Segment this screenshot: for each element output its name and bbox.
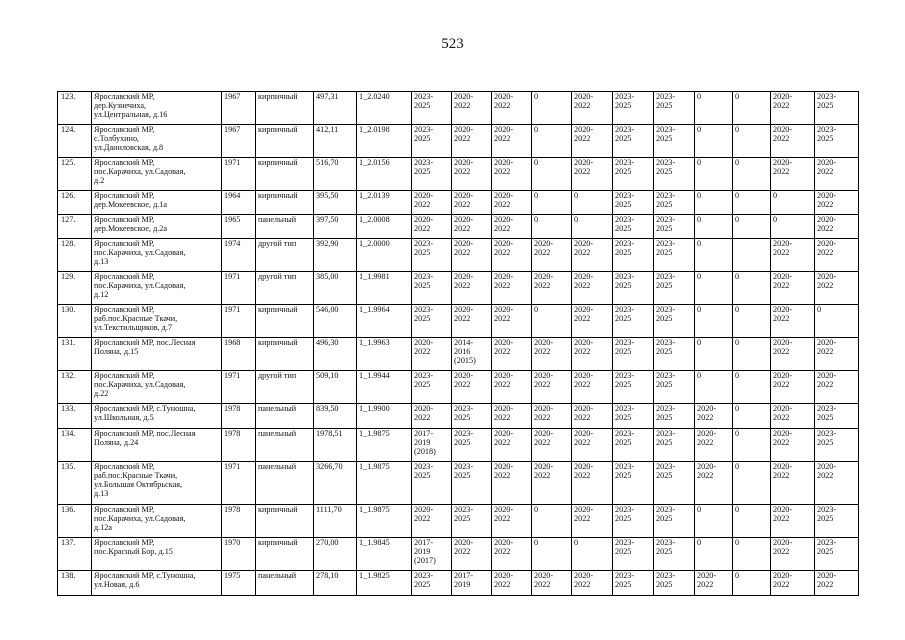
repair-period-cell: 2020- 2022 <box>771 305 815 338</box>
area-cell: 496,30 <box>314 338 357 371</box>
address-cell: Ярославский МР, дер.Кузнечиха, ул.Центральная, д.16 <box>92 92 222 125</box>
table-row <box>58 272 859 305</box>
repair-period-cell: 0 <box>733 191 771 215</box>
repair-period-cell: 2020- 2022 <box>492 92 532 125</box>
repair-period-cell: 2023- 2025 <box>412 462 452 505</box>
repair-period-cell: 0 <box>572 215 613 239</box>
row-number-cell: 131. <box>58 338 92 371</box>
table-row <box>58 404 859 429</box>
year-built-cell: 1971 <box>222 158 256 191</box>
repair-period-cell: 2023- 2025 <box>654 505 695 538</box>
repair-period-cell: 2020- 2022 <box>492 158 532 191</box>
repair-period-cell: 0 <box>532 158 572 191</box>
repair-period-cell: 2023- 2025 <box>613 371 654 404</box>
area-cell: 412,11 <box>314 125 357 158</box>
repair-period-cell: 2020- 2022 <box>572 462 613 505</box>
repair-period-cell: 0 <box>771 215 815 239</box>
row-number-cell: 135. <box>58 462 92 505</box>
repair-period-cell: 2023- 2025 <box>613 215 654 239</box>
repair-period-cell: 0 <box>572 191 613 215</box>
year-built-cell: 1971 <box>222 462 256 505</box>
priority-index-cell: 1_1.9875 <box>357 429 412 462</box>
repair-period-cell: 2020- 2022 <box>815 571 859 596</box>
repair-period-cell: 2020- 2022 <box>771 404 815 429</box>
row-number-cell: 123. <box>58 92 92 125</box>
repair-period-cell: 0 <box>532 92 572 125</box>
priority-index-cell: 1_2.0198 <box>357 125 412 158</box>
repair-period-cell: 2020- 2022 <box>452 92 492 125</box>
year-built-cell: 1978 <box>222 505 256 538</box>
repair-period-cell: 0 <box>733 305 771 338</box>
table-row <box>58 125 859 158</box>
repair-period-cell: 2020- 2022 <box>412 505 452 538</box>
repair-period-cell: 2020- 2022 <box>572 92 613 125</box>
table-row <box>58 158 859 191</box>
repair-period-cell: 0 <box>733 92 771 125</box>
row-number-cell: 130. <box>58 305 92 338</box>
year-built-cell: 1978 <box>222 429 256 462</box>
repair-period-cell: 2020- 2022 <box>492 571 532 596</box>
row-number-cell: 134. <box>58 429 92 462</box>
repair-period-cell: 2023- 2025 <box>412 239 452 272</box>
priority-index-cell: 1_1.9944 <box>357 371 412 404</box>
address-cell: Ярославский МР, пос.Карачиха, ул.Садовая, д.12а <box>92 505 222 538</box>
row-number-cell: 127. <box>58 215 92 239</box>
repair-period-cell: 2023- 2025 <box>815 92 859 125</box>
repair-period-cell: 2023- 2025 <box>654 92 695 125</box>
priority-index-cell: 1_2.0139 <box>357 191 412 215</box>
repair-period-cell: 2023- 2025 <box>654 125 695 158</box>
repair-period-cell: 2020- 2022 <box>532 571 572 596</box>
address-cell: Ярославский МР, пос.Карачиха, ул.Садовая, д.12 <box>92 272 222 305</box>
year-built-cell: 1978 <box>222 404 256 429</box>
priority-index-cell: 1_1.9981 <box>357 272 412 305</box>
table-row <box>58 538 859 571</box>
address-cell: Ярославский МР, с.Толбухино, ул.Даниловская, д.8 <box>92 125 222 158</box>
repair-period-cell: 2020- 2022 <box>771 158 815 191</box>
repair-period-cell: 2023- 2025 <box>613 92 654 125</box>
address-cell: Ярославский МР, пос.Красный Бор, д.15 <box>92 538 222 571</box>
repair-period-cell: 2023- 2025 <box>815 429 859 462</box>
area-cell: 397,50 <box>314 215 357 239</box>
row-number-cell: 124. <box>58 125 92 158</box>
repair-period-cell: 2020- 2022 <box>492 404 532 429</box>
repair-period-cell: 2023- 2025 <box>613 125 654 158</box>
repair-period-cell: 0 <box>532 215 572 239</box>
priority-index-cell: 1_1.9875 <box>357 505 412 538</box>
table-row <box>58 429 859 462</box>
repair-period-cell: 2020- 2022 <box>412 338 452 371</box>
priority-index-cell: 1_1.9964 <box>357 305 412 338</box>
repair-period-cell: 2017- 2019 <box>452 571 492 596</box>
year-built-cell: 1971 <box>222 272 256 305</box>
address-cell: Ярославский МР, раб.пос.Красные Ткачи, ул.Текстильщиков, д.7 <box>92 305 222 338</box>
area-cell: 509,10 <box>314 371 357 404</box>
repair-period-cell: 2020- 2022 <box>815 191 859 215</box>
repair-period-cell: 2023- 2025 <box>654 272 695 305</box>
repair-period-cell: 2020- 2022 <box>492 215 532 239</box>
repair-period-cell: 2023- 2025 <box>654 371 695 404</box>
repair-period-cell: 2023- 2025 <box>613 191 654 215</box>
repair-period-cell: 0 <box>771 191 815 215</box>
repair-period-cell: 2020- 2022 <box>572 571 613 596</box>
wall-material-cell: кирпичный <box>256 505 314 538</box>
repair-period-cell: 0 <box>733 429 771 462</box>
wall-material-cell: другой тип <box>256 239 314 272</box>
repair-period-cell: 2023- 2025 <box>412 272 452 305</box>
repair-period-cell: 2020- 2022 <box>771 338 815 371</box>
repair-period-cell: 2023- 2025 <box>654 215 695 239</box>
repair-period-cell: 2020- 2022 <box>815 462 859 505</box>
repair-period-cell: 2020- 2022 <box>771 571 815 596</box>
repair-period-cell: 0 <box>733 571 771 596</box>
repair-period-cell: 2023- 2025 <box>412 571 452 596</box>
table-row <box>58 505 859 538</box>
repair-period-cell: 2017- 2019 (2018) <box>412 429 452 462</box>
repair-period-cell: 0 <box>695 272 733 305</box>
repair-period-cell: 2023- 2025 <box>654 338 695 371</box>
repair-period-cell: 2020- 2022 <box>452 158 492 191</box>
repair-period-cell: 2020- 2022 <box>815 215 859 239</box>
year-built-cell: 1970 <box>222 538 256 571</box>
area-cell: 385,00 <box>314 272 357 305</box>
repair-period-cell: 0 <box>695 239 733 272</box>
address-cell: Ярославский МР, пос.Лесная Поляна, д.24 <box>92 429 222 462</box>
repair-period-cell: 2023- 2025 <box>613 305 654 338</box>
address-cell: Ярославский МР, пос.Карачиха, ул.Садовая, д.13 <box>92 239 222 272</box>
repair-period-cell: 0 <box>695 125 733 158</box>
priority-index-cell: 1_1.9963 <box>357 338 412 371</box>
repair-period-cell: 2020- 2022 <box>771 462 815 505</box>
repair-period-cell: 2023- 2025 <box>815 404 859 429</box>
table-row <box>58 305 859 338</box>
priority-index-cell: 1_1.9900 <box>357 404 412 429</box>
address-cell: Ярославский МР, пос.Карачиха, ул.Садовая, д.22 <box>92 371 222 404</box>
repair-period-cell: 2023- 2025 <box>613 462 654 505</box>
repair-period-cell: 2020- 2022 <box>532 338 572 371</box>
address-cell: Ярославский МР, дер.Мокеевское, д.1а <box>92 191 222 215</box>
repair-period-cell: 2020- 2022 <box>815 272 859 305</box>
repair-period-cell: 2020- 2022 <box>532 371 572 404</box>
table-row <box>58 371 859 404</box>
priority-index-cell: 1_2.0008 <box>357 215 412 239</box>
repair-period-cell: 0 <box>695 305 733 338</box>
repair-period-cell: 0 <box>532 125 572 158</box>
area-cell: 1111,70 <box>314 505 357 538</box>
repair-period-cell: 2020- 2022 <box>572 505 613 538</box>
repair-period-cell: 2014- 2016 (2015) <box>452 338 492 371</box>
address-cell: Ярославский МР, с.Туношна, ул.Новая, д.6 <box>92 571 222 596</box>
wall-material-cell: панельный <box>256 462 314 505</box>
wall-material-cell: панельный <box>256 429 314 462</box>
repair-period-cell: 2020- 2022 <box>532 429 572 462</box>
repair-period-cell: 0 <box>695 92 733 125</box>
priority-index-cell: 1_1.9845 <box>357 538 412 571</box>
repair-period-cell: 2020- 2022 <box>452 191 492 215</box>
year-built-cell: 1967 <box>222 92 256 125</box>
repair-period-cell: 2020- 2022 <box>815 158 859 191</box>
repair-period-cell: 2020- 2022 <box>492 239 532 272</box>
year-built-cell: 1971 <box>222 371 256 404</box>
repair-period-cell: 2020- 2022 <box>532 239 572 272</box>
repair-period-cell: 2023- 2025 <box>613 272 654 305</box>
repair-period-cell: 0 <box>733 371 771 404</box>
repair-period-cell: 2020- 2022 <box>452 272 492 305</box>
repair-period-cell: 2020- 2022 <box>815 239 859 272</box>
row-number-cell: 126. <box>58 191 92 215</box>
repair-period-cell: 2020- 2022 <box>771 92 815 125</box>
repair-period-cell: 2020- 2022 <box>572 239 613 272</box>
repair-period-cell: 2023- 2025 <box>654 429 695 462</box>
priority-index-cell: 1_1.9875 <box>357 462 412 505</box>
wall-material-cell: панельный <box>256 215 314 239</box>
year-built-cell: 1974 <box>222 239 256 272</box>
wall-material-cell: кирпичный <box>256 158 314 191</box>
repair-period-cell: 2020- 2022 <box>771 538 815 571</box>
repair-period-cell: 2023- 2025 <box>654 158 695 191</box>
repair-period-cell: 2020- 2022 <box>532 462 572 505</box>
repair-period-cell: 2023- 2025 <box>815 538 859 571</box>
repair-period-cell: 0 <box>532 305 572 338</box>
row-number-cell: 133. <box>58 404 92 429</box>
repair-period-cell: 2020- 2022 <box>492 272 532 305</box>
repair-period-cell: 2023- 2025 <box>613 538 654 571</box>
repair-period-cell: 2023- 2025 <box>815 125 859 158</box>
wall-material-cell: кирпичный <box>256 538 314 571</box>
repair-period-cell: 2020- 2022 <box>412 404 452 429</box>
repair-period-cell: 2023- 2025 <box>654 538 695 571</box>
repair-period-cell: 2020- 2022 <box>492 338 532 371</box>
repair-period-cell: 2020- 2022 <box>572 338 613 371</box>
table-row <box>58 462 859 505</box>
repair-period-cell: 2020- 2022 <box>572 404 613 429</box>
repair-period-cell: 0 <box>695 215 733 239</box>
wall-material-cell: кирпичный <box>256 338 314 371</box>
repair-period-cell: 2020- 2022 <box>815 338 859 371</box>
row-number-cell: 125. <box>58 158 92 191</box>
repair-period-cell: 2020- 2022 <box>452 215 492 239</box>
repair-period-cell: 2020- 2022 <box>492 429 532 462</box>
table-row <box>58 338 859 371</box>
address-cell: Ярославский МР, дер.Мокеевское, д.2а <box>92 215 222 239</box>
repair-period-cell: 2023- 2025 <box>654 239 695 272</box>
repair-period-cell: 2020- 2022 <box>452 538 492 571</box>
repair-period-cell: 2023- 2025 <box>452 429 492 462</box>
repair-period-cell: 2023- 2025 <box>452 462 492 505</box>
repair-period-cell: 2020- 2022 <box>771 239 815 272</box>
repair-period-cell: 0 <box>532 191 572 215</box>
wall-material-cell: кирпичный <box>256 125 314 158</box>
repair-period-cell: 2023- 2025 <box>452 404 492 429</box>
area-cell: 839,50 <box>314 404 357 429</box>
repair-period-cell: 2023- 2025 <box>412 158 452 191</box>
table-row <box>58 92 859 125</box>
area-cell: 278,10 <box>314 571 357 596</box>
repair-period-cell: 0 <box>733 538 771 571</box>
row-number-cell: 137. <box>58 538 92 571</box>
row-number-cell: 138. <box>58 571 92 596</box>
repair-period-cell: 2023- 2025 <box>613 429 654 462</box>
row-number-cell: 132. <box>58 371 92 404</box>
repair-period-cell: 2020- 2022 <box>492 305 532 338</box>
row-number-cell: 129. <box>58 272 92 305</box>
page-number: 523 <box>441 36 464 52</box>
repair-period-cell: 2023- 2025 <box>815 505 859 538</box>
repair-period-cell: 2020- 2022 <box>771 125 815 158</box>
repair-period-cell: 0 <box>733 338 771 371</box>
repair-period-cell: 2023- 2025 <box>613 404 654 429</box>
priority-index-cell: 1_2.0156 <box>357 158 412 191</box>
repair-period-cell: 2023- 2025 <box>412 305 452 338</box>
wall-material-cell: панельный <box>256 571 314 596</box>
repair-period-cell: 2020- 2022 <box>572 429 613 462</box>
repair-period-cell: 2020- 2022 <box>492 371 532 404</box>
repair-period-cell: 0 <box>733 125 771 158</box>
repair-period-cell: 0 <box>695 191 733 215</box>
area-cell: 270,00 <box>314 538 357 571</box>
wall-material-cell: панельный <box>256 404 314 429</box>
repair-period-cell: 2023- 2025 <box>654 191 695 215</box>
year-built-cell: 1968 <box>222 338 256 371</box>
repair-period-cell: 0 <box>733 505 771 538</box>
repair-period-cell: 2023- 2025 <box>654 462 695 505</box>
repair-period-cell: 2020- 2022 <box>452 239 492 272</box>
year-built-cell: 1964 <box>222 191 256 215</box>
address-cell: Ярославский МР, пос.Карачиха, ул.Садовая, д.2 <box>92 158 222 191</box>
repair-period-cell: 2020- 2022 <box>572 125 613 158</box>
repair-period-cell: 2023- 2025 <box>654 571 695 596</box>
area-cell: 516,70 <box>314 158 357 191</box>
repair-period-cell: 2020- 2022 <box>532 272 572 305</box>
repair-period-cell: 2020- 2022 <box>572 158 613 191</box>
wall-material-cell: кирпичный <box>256 305 314 338</box>
address-cell: Ярославский МР, пос.Лесная Поляна, д.15 <box>92 338 222 371</box>
priority-index-cell: 1_2.0000 <box>357 239 412 272</box>
repair-period-cell: 2023- 2025 <box>613 239 654 272</box>
repair-period-cell: 2023- 2025 <box>654 305 695 338</box>
repair-period-cell: 0 <box>733 215 771 239</box>
row-number-cell: 128. <box>58 239 92 272</box>
repair-period-cell: 2020- 2022 <box>452 305 492 338</box>
repair-period-cell: 0 <box>733 404 771 429</box>
repair-period-cell: 2023- 2025 <box>412 92 452 125</box>
area-cell: 395,50 <box>314 191 357 215</box>
repair-period-cell: 0 <box>532 538 572 571</box>
repair-period-cell: 0 <box>733 272 771 305</box>
repair-period-cell: 2020- 2022 <box>572 305 613 338</box>
repair-period-cell: 2020- 2022 <box>492 538 532 571</box>
repair-period-cell: 0 <box>695 338 733 371</box>
repair-period-cell: 2020- 2022 <box>695 462 733 505</box>
repair-period-cell: 2020- 2022 <box>771 272 815 305</box>
address-cell: Ярославский МР, с.Туношна, ул.Школьная, д.5 <box>92 404 222 429</box>
area-cell: 1978,51 <box>314 429 357 462</box>
repair-period-cell: 2020- 2022 <box>412 191 452 215</box>
repair-period-cell: 0 <box>695 538 733 571</box>
repair-period-cell: 2023- 2025 <box>412 125 452 158</box>
wall-material-cell: другой тип <box>256 371 314 404</box>
year-built-cell: 1965 <box>222 215 256 239</box>
table-row <box>58 191 859 215</box>
area-cell: 497,31 <box>314 92 357 125</box>
repair-period-cell: 2023- 2025 <box>613 571 654 596</box>
repair-period-cell: 2020- 2022 <box>695 429 733 462</box>
repair-period-cell: 2023- 2025 <box>613 158 654 191</box>
repair-period-cell: 2020- 2022 <box>412 215 452 239</box>
repair-period-cell: 2023- 2025 <box>654 404 695 429</box>
repair-period-cell: 0 <box>733 158 771 191</box>
area-cell: 392,90 <box>314 239 357 272</box>
area-cell: 3266,70 <box>314 462 357 505</box>
repair-period-cell: 2023- 2025 <box>412 371 452 404</box>
repair-period-cell: 2020- 2022 <box>771 505 815 538</box>
repair-period-cell: 2023- 2025 <box>613 505 654 538</box>
repair-period-cell: 2020- 2022 <box>492 462 532 505</box>
year-built-cell: 1971 <box>222 305 256 338</box>
repair-period-cell: 2020- 2022 <box>452 371 492 404</box>
wall-material-cell: кирпичный <box>256 92 314 125</box>
repair-period-cell: 2017- 2019 (2017) <box>412 538 452 571</box>
repair-period-cell: 2020- 2022 <box>771 371 815 404</box>
repair-period-cell: 2020- 2022 <box>815 371 859 404</box>
address-cell: Ярославский МР, раб.пос.Красные Ткачи, ул.Большая Октябрьская, д.13 <box>92 462 222 505</box>
area-cell: 546,00 <box>314 305 357 338</box>
repair-period-cell: 2020- 2022 <box>572 272 613 305</box>
repair-period-cell: 0 <box>572 538 613 571</box>
repair-period-cell: 2020- 2022 <box>532 404 572 429</box>
repair-period-cell: 2020- 2022 <box>771 429 815 462</box>
repair-period-cell: 0 <box>695 371 733 404</box>
repair-period-cell <box>733 239 771 272</box>
repair-period-cell: 0 <box>733 462 771 505</box>
year-built-cell: 1967 <box>222 125 256 158</box>
repair-period-cell: 2023- 2025 <box>613 338 654 371</box>
repair-period-cell: 2020- 2022 <box>492 191 532 215</box>
repair-period-cell: 0 <box>695 158 733 191</box>
table-row <box>58 571 859 596</box>
repair-period-cell: 2020- 2022 <box>452 125 492 158</box>
repair-period-cell: 2020- 2022 <box>695 404 733 429</box>
repair-period-cell: 2020- 2022 <box>572 371 613 404</box>
row-number-cell: 136. <box>58 505 92 538</box>
wall-material-cell: кирпичный <box>256 191 314 215</box>
repair-period-cell: 2020- 2022 <box>492 125 532 158</box>
table-row <box>58 239 859 272</box>
repair-period-cell: 2020- 2022 <box>695 571 733 596</box>
repair-period-cell: 2023- 2025 <box>452 505 492 538</box>
repair-period-cell: 0 <box>695 505 733 538</box>
wall-material-cell: другой тип <box>256 272 314 305</box>
repair-period-cell: 0 <box>815 305 859 338</box>
housing-register-table <box>57 91 859 596</box>
priority-index-cell: 1_1.9825 <box>357 571 412 596</box>
year-built-cell: 1975 <box>222 571 256 596</box>
repair-period-cell: 0 <box>532 505 572 538</box>
table-row <box>58 215 859 239</box>
priority-index-cell: 1_2.0240 <box>357 92 412 125</box>
repair-period-cell: 2020- 2022 <box>492 505 532 538</box>
